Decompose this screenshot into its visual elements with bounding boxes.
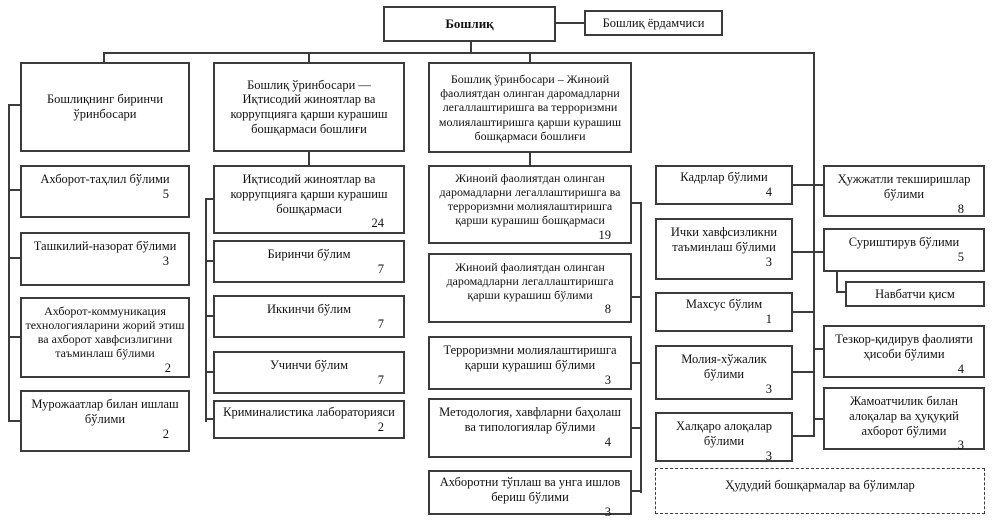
node-label: Ҳудудий бошқармалар ва бўлимлар [725,478,915,492]
staff-count: 3 [957,438,964,453]
node-label: Бошлиқнинг биринчи ўринбосари [46,92,164,121]
node-first-division [213,240,405,283]
node-first-deputy [20,62,190,152]
node-hr-dept [655,165,793,205]
connector-line [793,251,823,253]
staff-count: 4 [957,361,964,376]
connector-line [815,348,823,350]
node-appeals-dept [20,390,190,452]
node-label: Ташкилий-назорат бўлими [33,239,177,253]
staff-count: 4 [604,434,611,449]
node-label: Бошлиқ ёрдамчиси [602,15,705,30]
node-label: Халқаро алоқалар бўлими [675,419,773,448]
node-aml-ctf-dept [428,165,632,244]
node-ict-infosec-dept [20,297,190,378]
node-international-relations-dept [655,412,793,462]
node-methodology-dept [428,398,632,458]
staff-count: 5 [957,249,964,264]
staff-count: 2 [164,360,171,375]
staff-count: 5 [162,186,169,201]
node-label: Жиноий фаолиятдан олинган даромадларни легаллаштиришга қарши курашиш бўлими [446,260,614,303]
node-label: Жиноий фаолиятдан олинган даромадларни легаллаштиришга ва терроризмни молиялаштиришга қарши курашиш бошқармаси [439,171,621,228]
node-third-division [213,351,405,394]
staff-count: 8 [604,302,611,317]
connector-line [632,296,640,298]
connector-line [308,152,310,165]
node-finance-dept [655,345,793,400]
node-label: Биринчи бўлим [267,247,351,261]
connector-line [793,184,823,186]
node-duty-unit [845,281,985,307]
node-document-audit-dept [823,165,985,217]
node-label: Жамоатчилик билан алоқалар ва ҳуқуқий ахборот бўлими [849,394,959,438]
staff-count: 7 [377,261,384,276]
node-ctf-division [428,336,632,390]
connector-line [529,153,531,165]
connector-line [793,435,813,437]
staff-count: 2 [377,419,384,434]
connector-line [632,427,640,429]
connector-line [8,336,20,338]
node-label: Учинчи бўлим [269,358,349,372]
connector-line [205,371,213,373]
node-label: Ички хавфсизликни таъминлаш бўлими [670,225,778,254]
staff-count: 3 [765,381,772,396]
node-label: Навбатчи қисм [875,286,955,301]
connector-line [8,104,10,422]
node-label: Бошлиқ [445,16,494,32]
node-label: Молия-хўжалик бўлими [681,352,767,381]
node-label: Бошлиқ ўринбосари – Жиноий фаолиятдан олинган даромадларни легаллаштиришга ва терроризмни молиялаштиришга қарши курашиш бошқармаси бошлиғи [438,72,622,143]
staff-count: 3 [604,504,611,519]
node-label: Криминалистика лабораторияси [223,405,395,419]
connector-line [308,52,310,62]
staff-count: 3 [765,254,772,269]
node-label: Кадрлар бўлими [680,170,768,184]
node-inquiry-dept [823,228,985,272]
staff-count: 7 [377,372,384,387]
connector-line [556,22,584,24]
node-label: Ахборот-таҳлил бўлими [40,172,170,186]
staff-count: 3 [604,372,611,387]
staff-count: 24 [371,216,384,231]
staff-count: 4 [765,184,772,199]
connector-line [8,420,20,422]
node-public-relations-dept [823,387,985,453]
node-label: Суриштирув бўлими [848,235,960,249]
node-economic-crimes-dept [213,165,405,234]
node-forensics-lab [213,400,405,439]
connector-line [836,272,838,293]
connector-line [815,418,823,420]
node-label: Тезкор-қидирув фаолияти ҳисоби бўлими [835,332,973,361]
node-operative-search-dept [823,325,985,378]
node-info-analysis-dept [20,165,190,218]
node-deputy-economic-crimes [213,62,405,152]
staff-count: 1 [765,311,772,326]
node-label: Ҳужжатли текширишлар бўлими [837,172,971,201]
connector-line [205,418,213,420]
node-second-division [213,295,405,338]
connector-line [793,311,813,313]
staff-count: 3 [162,253,169,268]
node-label: Мурожаатлар билан ишлаш бўлими [31,397,179,426]
node-label: Бошлиқ ўринбосари — Иқтисодий жиноятлар ва коррупцияга қарши курашиш бошқармаси бошлиғи [230,77,388,136]
staff-count: 2 [162,426,169,441]
node-chief [383,6,556,42]
staff-count: 19 [598,227,611,242]
connector-line [838,291,845,293]
staff-count: 7 [377,316,384,331]
connector-line [793,371,813,373]
connector-line [103,52,105,62]
node-territorial-units [655,468,985,514]
connector-line [632,362,640,364]
connector-line [8,257,20,259]
staff-count: 3 [765,448,772,463]
node-info-collection-dept [428,470,632,519]
node-internal-security-dept [655,218,793,280]
connector-line [8,189,20,191]
connector-line [103,52,815,54]
node-label: Махсус бўлим [685,297,763,311]
connector-line [632,490,640,492]
node-special-division [655,292,793,332]
node-label: Иқтисодий жиноятлар ва коррупцияга қарши курашиш бошқармаси [230,172,388,216]
connector-line [813,52,815,437]
node-aml-division [428,253,632,323]
connector-line [470,42,472,52]
connector-line [205,198,207,422]
node-label: Ахборот-коммуникация технологияларини жорий этиш ва ахборот хавфсизлигини таъминлаш бўлими [25,304,185,361]
node-chief-assistant [584,10,723,36]
connector-line [205,260,213,262]
node-org-control-dept [20,232,190,286]
node-label: Иккинчи бўлим [266,302,352,316]
connector-line [529,52,531,62]
staff-count: 8 [957,201,964,216]
node-label: Терроризмни молиялаштиришга қарши курашиш бўлими [443,343,617,372]
node-deputy-aml [428,62,632,153]
connector-line [205,315,213,317]
connector-line [640,202,642,493]
node-label: Ахборотни тўплаш ва унга ишлов бериш бўлими [439,475,621,504]
node-label: Методология, хавфларни баҳолаш ва типологиялар бўлими [439,405,621,434]
